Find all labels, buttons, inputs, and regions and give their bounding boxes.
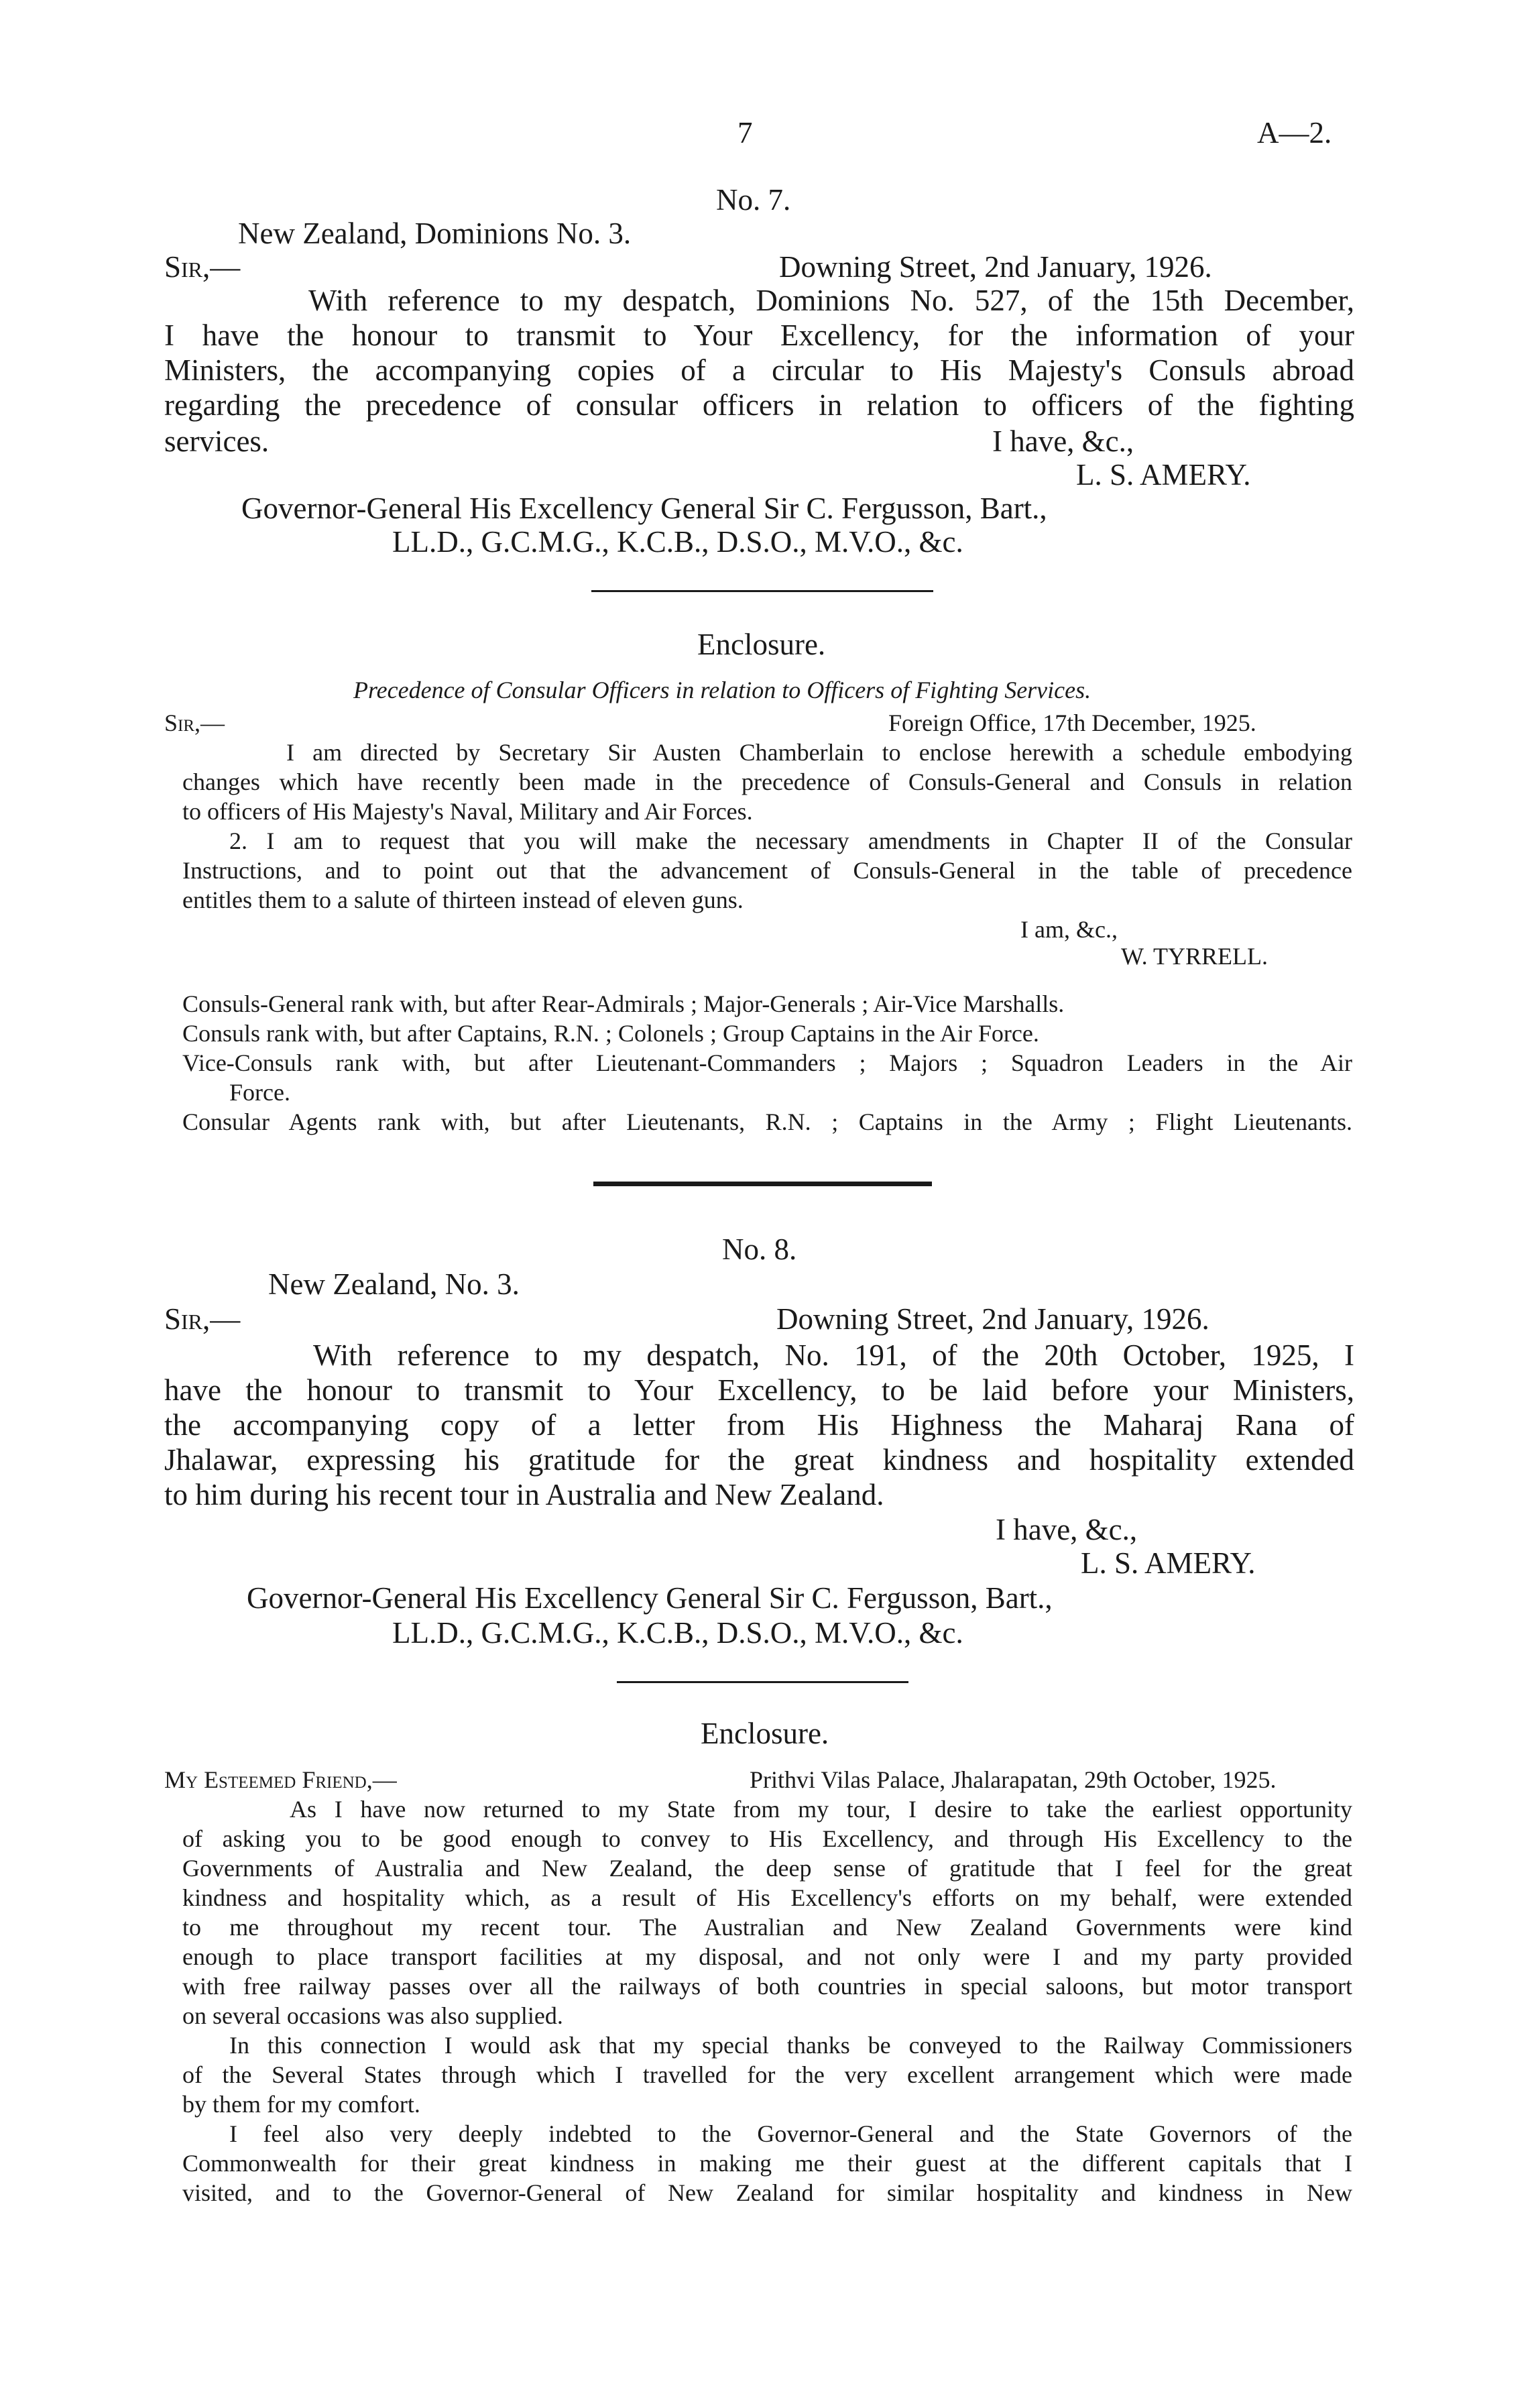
schedule-list bbox=[182, 989, 1352, 1137]
page-number: 7 bbox=[737, 116, 753, 150]
letter-8-line-4: Jhalawar, expressing his gratitude for the great kindness and hospitality extended bbox=[164, 1443, 1354, 1477]
enclosure-1-p2-line-2: Instructions, and to point out that the advancement of Consuls-General in the table of precedence bbox=[182, 857, 1352, 884]
schedule-item-consuls: Consuls rank with, but after Captains, R.N. ; Colonels ; Group Captains in the Air Force. bbox=[182, 1020, 1039, 1047]
document-reference: A—2. bbox=[1257, 116, 1332, 150]
enclosure-2-heading: Enclosure. bbox=[701, 1717, 829, 1750]
letter-8-last-line: to him during his recent tour in Australia and New Zealand. bbox=[164, 1478, 884, 1511]
schedule-item-consular-agents: Consular Agents rank with, but after Lieutenants, R.N. ; Captains in the Army ; Flight Lieutenants. bbox=[182, 1108, 1352, 1135]
enclosure-2-p2-line-1: In this connection I would ask that my special thanks be conveyed to the Railway Commissioners bbox=[229, 2032, 1352, 2059]
divider-short-2 bbox=[617, 1681, 908, 1683]
enclosure-2-p1-line-2: of asking you to be good enough to convey to His Excellency, and through His Excellency to the bbox=[182, 1825, 1352, 1852]
letter-7-addressee-line-2: LL.D., G.C.M.G., K.C.B., D.S.O., M.V.O., &c. bbox=[392, 525, 963, 559]
letter-7-body bbox=[164, 283, 1354, 422]
enclosure-1-address-date: Foreign Office, 17th December, 1925. bbox=[888, 709, 1256, 736]
schedule-item-vice-consuls-continued: Force. bbox=[229, 1079, 290, 1106]
enclosure-2-paragraph-1 bbox=[182, 1794, 1352, 2001]
letter-7-closing: I have, &c., bbox=[992, 424, 1134, 458]
enclosure-2-p3-line-2: Commonwealth for their great kindness in making me their guest at the different capitals that I bbox=[182, 2150, 1352, 2177]
enclosure-2-paragraph-2 bbox=[182, 2030, 1352, 2089]
letter-8-number: No. 8. bbox=[722, 1232, 797, 1266]
letter-8-signature: L. S. AMERY. bbox=[1081, 1546, 1256, 1580]
enclosure-2-address-date: Prithvi Vilas Palace, Jhalarapatan, 29th October, 1925. bbox=[750, 1766, 1277, 1793]
letter-7-line-2: I have the honour to transmit to Your Excellency, for the information of your bbox=[164, 319, 1354, 352]
letter-8-line-2: have the honour to transmit to Your Excellency, to be laid before your Ministers, bbox=[164, 1373, 1354, 1407]
enclosure-2-p1-line-1: As I have now returned to my State from my tour, I desire to take the earliest opportunity bbox=[290, 1796, 1352, 1823]
letter-8-addressee-line-1: Governor-General His Excellency General Sir C. Fergusson, Bart., bbox=[247, 1581, 1053, 1615]
enclosure-2-p2-line-2: of the Several States through which I travelled for the very excellent arrangement which were made bbox=[182, 2061, 1352, 2088]
enclosure-1-p2-line-1: 2. I am to request that you will make the necessary amendments in Chapter II of the Consular bbox=[229, 827, 1352, 854]
enclosure-2-p2-last-line: by them for my comfort. bbox=[182, 2091, 420, 2118]
letter-8-address-date: Downing Street, 2nd January, 1926. bbox=[776, 1302, 1209, 1336]
enclosure-2-p1-last-line: on several occasions was also supplied. bbox=[182, 2002, 563, 2029]
letter-7-line-1: With reference to my despatch, Dominions No. 527, of the 15th December, bbox=[308, 284, 1354, 317]
letter-7-salutation: Sir,— bbox=[164, 250, 241, 284]
enclosure-1-heading: Enclosure. bbox=[697, 628, 826, 661]
letter-7-signature: L. S. AMERY. bbox=[1076, 458, 1251, 492]
enclosure-1-paragraph-1 bbox=[182, 738, 1352, 797]
enclosure-1-p1-line-1: I am directed by Secretary Sir Austen Chamberlain to enclose herewith a schedule embodying bbox=[286, 739, 1352, 766]
letter-8-salutation: Sir,— bbox=[164, 1302, 241, 1336]
enclosure-2-p3-line-1: I feel also very deeply indebted to the Governor-General and the State Governors of the bbox=[229, 2120, 1352, 2147]
enclosure-1-p1-line-2: changes which have recently been made in the precedence of Consuls-General and Consuls in relation bbox=[182, 768, 1352, 795]
enclosure-2-p1-line-3: Governments of Australia and New Zealand, the deep sense of gratitude that I feel for the great bbox=[182, 1855, 1352, 1882]
enclosure-2-p1-line-7: with free railway passes over all the railways of both countries in special saloons, but motor transport bbox=[182, 1973, 1352, 2000]
enclosure-2-p1-line-4: kindness and hospitality which, as a result of His Excellency's efforts on my behalf, were extended bbox=[182, 1884, 1352, 1911]
enclosure-1-signature: W. TYRRELL. bbox=[1121, 943, 1268, 970]
letter-7-reference: New Zealand, Dominions No. 3. bbox=[238, 217, 632, 250]
schedule-item-consuls-general: Consuls-General rank with, but after Rear-Admirals ; Major-Generals ; Air-Vice Marshalls. bbox=[182, 990, 1065, 1017]
schedule-item-vice-consuls: Vice-Consuls rank with, but after Lieutenant-Commanders ; Majors ; Squadron Leaders in the Air bbox=[182, 1049, 1352, 1076]
letter-7-last-line: services. bbox=[164, 424, 270, 458]
enclosure-1-p1-last-line: to officers of His Majesty's Naval, Military and Air Forces. bbox=[182, 798, 753, 825]
letter-8-line-1: With reference to my despatch, No. 191, of the 20th October, 1925, I bbox=[313, 1338, 1354, 1372]
divider-thick bbox=[593, 1182, 932, 1186]
enclosure-2-salutation: My Esteemed Friend,— bbox=[164, 1766, 397, 1793]
letter-7-address-date: Downing Street, 2nd January, 1926. bbox=[779, 250, 1212, 284]
enclosure-1-paragraph-2 bbox=[182, 826, 1352, 885]
enclosure-2-paragraph-3 bbox=[182, 2119, 1352, 2208]
letter-7-number: No. 7. bbox=[716, 183, 791, 217]
letter-7-line-4: regarding the precedence of consular officers in relation to officers of the fighting bbox=[164, 388, 1354, 422]
enclosure-1-subtitle: Precedence of Consular Officers in relation to Officers of Fighting Services. bbox=[353, 677, 1091, 703]
enclosure-2-p1-line-6: enough to place transport facilities at my disposal, and not only were I and my party provided bbox=[182, 1943, 1352, 1970]
letter-8-line-3: the accompanying copy of a letter from His Highness the Maharaj Rana of bbox=[164, 1408, 1354, 1442]
enclosure-1-closing: I am, &c., bbox=[1020, 916, 1118, 943]
enclosure-1-salutation: Sir,— bbox=[164, 709, 225, 736]
letter-8-closing: I have, &c., bbox=[996, 1513, 1138, 1546]
letter-8-body bbox=[164, 1338, 1354, 1477]
letter-7-addressee-line-1: Governor-General His Excellency General Sir C. Fergusson, Bart., bbox=[241, 492, 1047, 525]
enclosure-1-p2-last-line: entitles them to a salute of thirteen instead of eleven guns. bbox=[182, 886, 744, 913]
letter-7-line-3: Ministers, the accompanying copies of a circular to His Majesty's Consuls abroad bbox=[164, 353, 1354, 387]
letter-8-addressee-line-2: LL.D., G.C.M.G., K.C.B., D.S.O., M.V.O., &c. bbox=[392, 1616, 963, 1650]
enclosure-2-p3-line-3: visited, and to the Governor-General of New Zealand for similar hospitality and kindness in New bbox=[182, 2179, 1352, 2206]
letter-8-reference: New Zealand, No. 3. bbox=[268, 1267, 520, 1301]
divider-short-1 bbox=[591, 590, 933, 592]
enclosure-2-p1-line-5: to me throughout my recent tour. The Australian and New Zealand Governments were kind bbox=[182, 1914, 1352, 1941]
